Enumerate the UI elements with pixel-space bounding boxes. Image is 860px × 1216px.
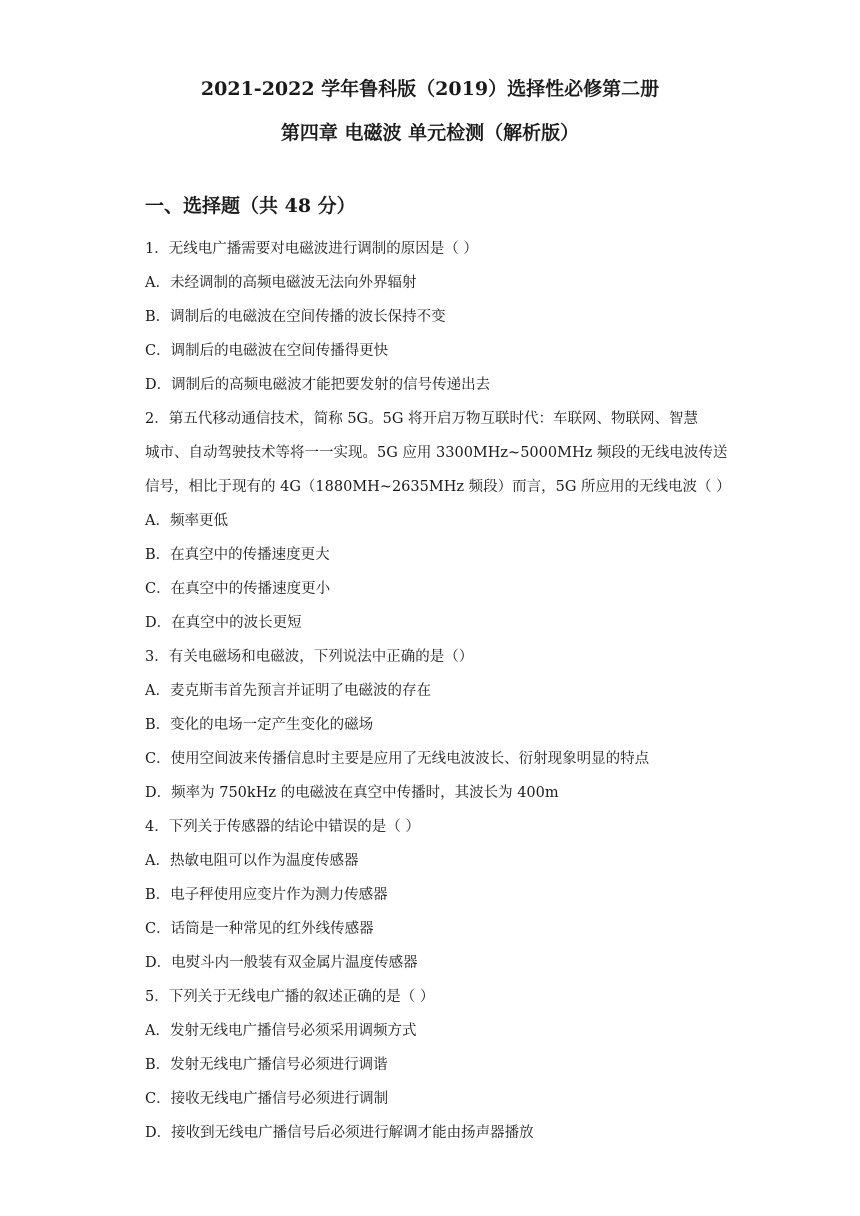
question-5	[145, 980, 730, 1150]
question-2	[145, 402, 730, 640]
option-c: C．在真空中的传播速度更小	[145, 581, 331, 597]
option-d: D．调制后的高频电磁波才能把要发射的信号传递出去	[145, 377, 491, 393]
option-b: B．发射无线电广播信号必须进行调谐	[145, 1057, 388, 1073]
question-4	[145, 810, 730, 980]
question-stem-line-2: 城市、自动驾驶技术等将一一实现。5G 应用 3300MHz~5000MHz 频段的无线电波传送	[145, 445, 728, 461]
option-a: A．未经调制的高频电磁波无法向外界辐射	[145, 275, 417, 291]
section-heading: 一、选择题（共 48 分）	[145, 195, 356, 217]
option-a: A．频率更低	[145, 513, 228, 529]
question-3	[145, 640, 730, 810]
question-stem: 1．无线电广播需要对电磁波进行调制的原因是（ ）	[145, 241, 478, 257]
option-d: D．频率为 750kHz 的电磁波在真空中传播时，其波长为 400m	[145, 785, 559, 801]
option-b: B．电子秤使用应变片作为测力传感器	[145, 887, 388, 903]
question-stem: 5．下列关于无线电广播的叙述正确的是（ ）	[145, 989, 435, 1005]
question-stem-line-1: 2．第五代移动通信技术，简称 5G。5G 将开启万物互联时代：车联网、物联网、智慧	[145, 411, 699, 427]
option-a: A．发射无线电广播信号必须采用调频方式	[145, 1023, 417, 1039]
question-stem: 3．有关电磁场和电磁波，下列说法中正确的是（）	[145, 649, 474, 665]
option-a: A．麦克斯韦首先预言并证明了电磁波的存在	[145, 683, 431, 699]
option-d: D．接收到无线电广播信号后必须进行解调才能由扬声器播放	[145, 1125, 534, 1141]
option-d: D．电熨斗内一般装有双金属片温度传感器	[145, 955, 418, 971]
option-c: C．调制后的电磁波在空间传播得更快	[145, 343, 389, 359]
option-a: A．热敏电阻可以作为温度传感器	[145, 853, 359, 869]
document-title-line-1: 2021-2022 学年鲁科版（2019）选择性必修第二册	[200, 78, 660, 100]
document-title-line-2: 第四章 电磁波 单元检测（解析版）	[280, 122, 580, 144]
option-d: D．在真空中的波长更短	[145, 615, 302, 631]
question-stem-line-3: 信号，相比于现有的 4G（1880MH~2635MHz 频段）而言，5G 所应用的无线电波（ ）	[145, 479, 731, 495]
option-b: B．调制后的电磁波在空间传播的波长保持不变	[145, 309, 446, 325]
option-c: C．话筒是一种常见的红外线传感器	[145, 921, 374, 937]
option-c: C．使用空间波来传播信息时主要是应用了无线电波波长、衍射现象明显的特点	[145, 751, 650, 767]
option-b: B．变化的电场一定产生变化的磁场	[145, 717, 374, 733]
question-1	[145, 232, 730, 402]
option-b: B．在真空中的传播速度更大	[145, 547, 330, 563]
question-stem: 4．下列关于传感器的结论中错误的是（ ）	[145, 819, 420, 835]
option-c: C．接收无线电广播信号必须进行调制	[145, 1091, 389, 1107]
